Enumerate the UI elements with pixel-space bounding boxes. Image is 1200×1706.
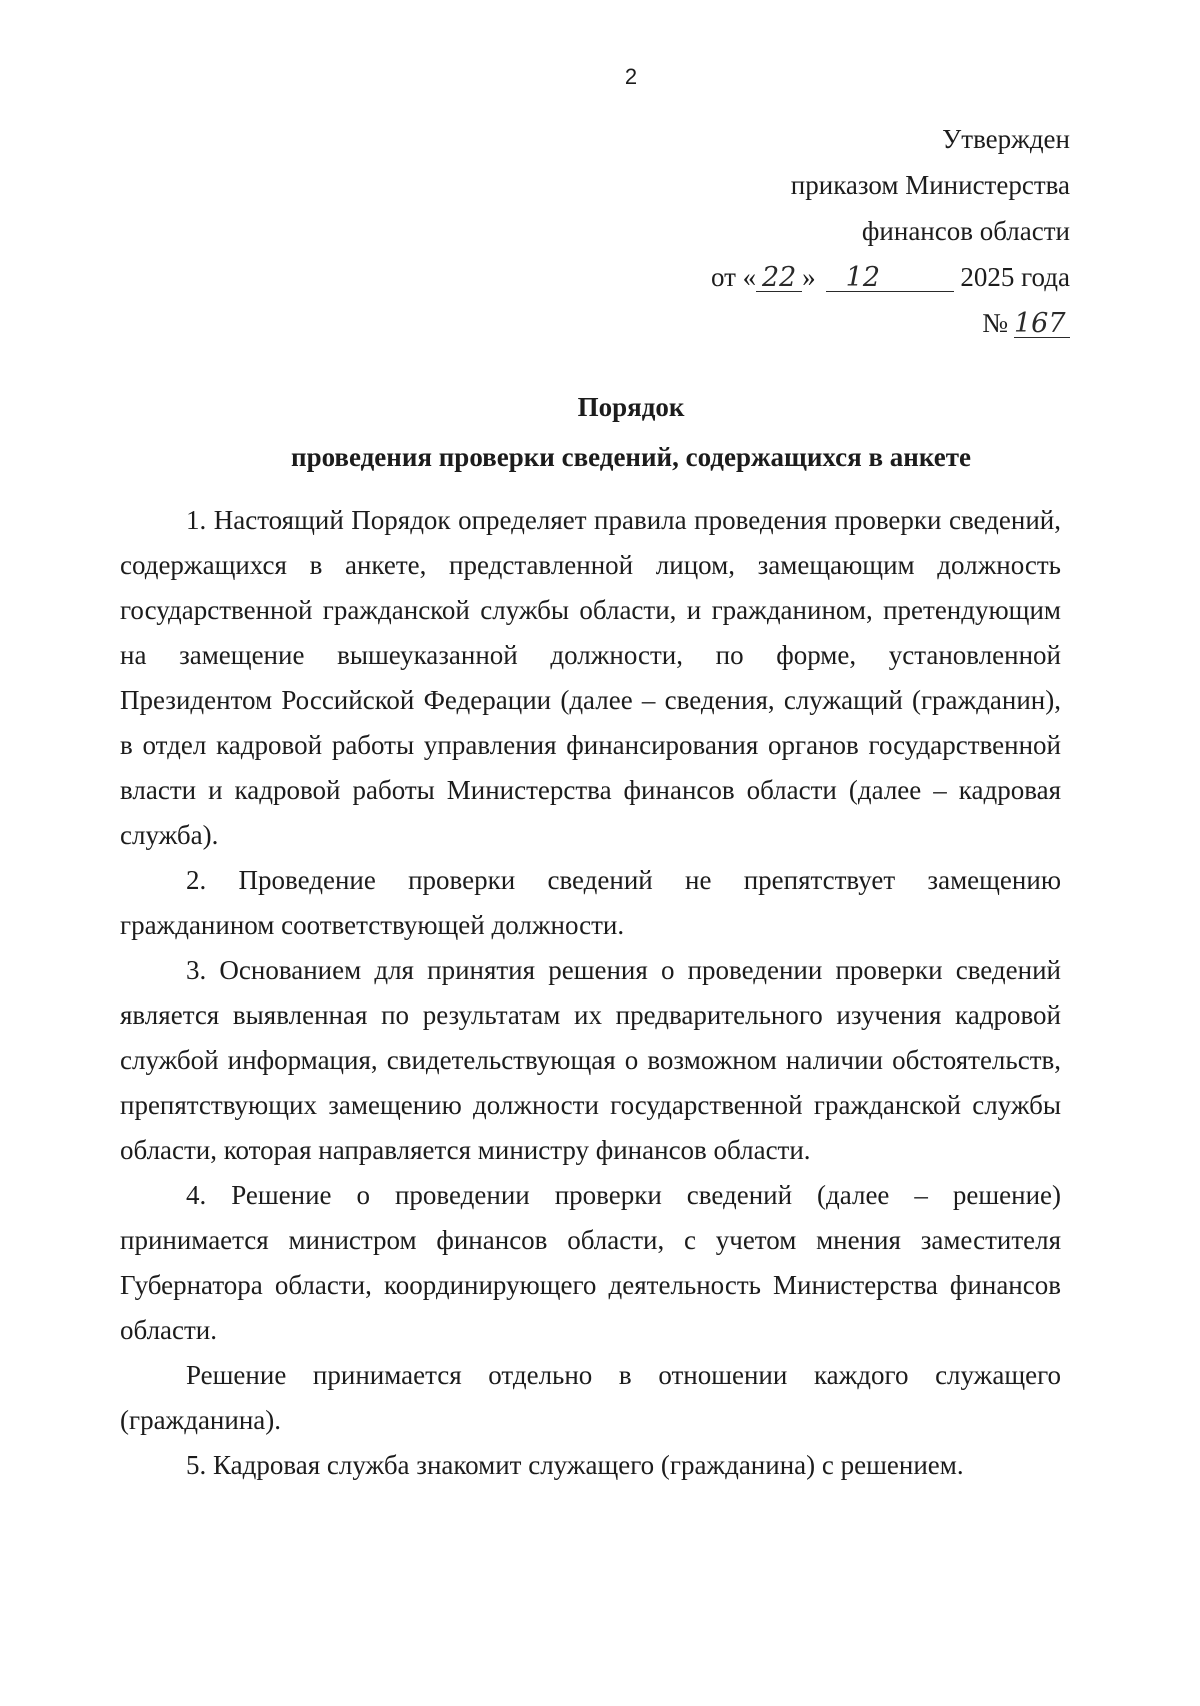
date-year: 2025 года bbox=[960, 262, 1070, 292]
date-prefix: от « bbox=[710, 262, 757, 292]
number-prefix: № bbox=[982, 308, 1008, 338]
approval-line-2: приказом Министерства bbox=[790, 170, 1070, 200]
approval-date-line bbox=[711, 254, 1070, 300]
approval-line-3: финансов области bbox=[861, 216, 1070, 246]
title-sub: проведения проверки сведений, содержащихся в анкете bbox=[291, 442, 971, 472]
title-main: Порядок bbox=[577, 392, 685, 422]
approval-number-line bbox=[711, 300, 1070, 346]
date-day-handwritten: 22 bbox=[756, 265, 802, 292]
document-title bbox=[0, 382, 1200, 482]
page-number: 2 bbox=[624, 64, 638, 89]
paragraph-4-note: Решение принимается отдельно в отношении каждого служащего (гражданина). bbox=[120, 1360, 1061, 1435]
approval-line-1: Утвержден bbox=[942, 124, 1070, 154]
date-mid: » bbox=[802, 262, 816, 292]
approval-stamp bbox=[711, 116, 1070, 346]
paragraph-4: 4. Решение о проведении проверки сведений (далее – решение) принимается министром финансов области, с учетом мнения заместителя Губернатора области, координирующего деятельность Министерства финансов области. bbox=[120, 1180, 1061, 1345]
paragraph-3: 3. Основанием для принятия решения о проведении проверки сведений является выявленная по результатам их предварительного изучения кадровой службой информация, свидетельствующая о возможном наличии обстоятельств, препятствующих замещению должности государственной гражданской службы области, которая направляется министру финансов области. bbox=[120, 955, 1061, 1165]
document-body bbox=[120, 498, 1061, 1488]
date-month-handwritten: 12 bbox=[826, 265, 954, 292]
number-handwritten: 167 bbox=[1014, 311, 1070, 338]
paragraph-2: 2. Проведение проверки сведений не препятствует замещению гражданином соответствующей должности. bbox=[120, 865, 1061, 940]
paragraph-1: 1. Настоящий Порядок определяет правила проведения проверки сведений, содержащихся в анкете, представленной лицом, замещающим должность государственной гражданской службы области, и гражданином, претендующим на замещение вышеуказанной должности, по форме, установленной Президентом Российской Федерации (далее – сведения, служащий (гражданин), в отдел кадровой работы управления финансирования органов государственной власти и кадровой работы Министерства финансов области (далее – кадровая служба). bbox=[120, 505, 1061, 850]
paragraph-5: 5. Кадровая служба знакомит служащего (гражданина) с решением. bbox=[186, 1450, 964, 1480]
